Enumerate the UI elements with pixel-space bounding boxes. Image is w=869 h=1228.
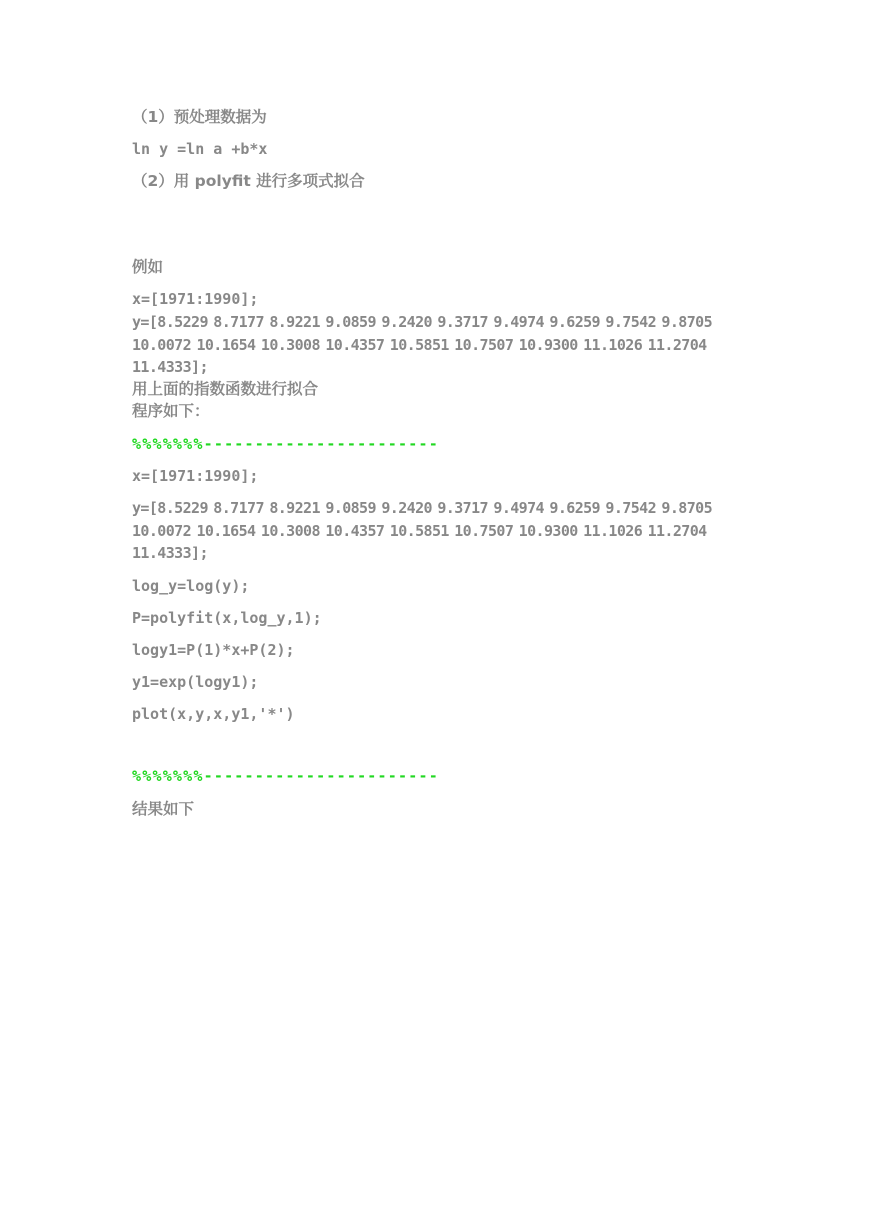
code-exp-line: y1=exp(logy1); xyxy=(132,673,259,691)
example-heading: 例如 xyxy=(132,258,164,276)
code-separator-bottom: %%%%%%%----------------------- xyxy=(132,767,439,785)
step1-heading: （1）预处理数据为 xyxy=(132,108,267,126)
example-x-line: x=[1971:1990]; xyxy=(132,290,259,308)
step2-heading: （2）用 polyfit 进行多项式拟合 xyxy=(132,172,365,190)
code-y-block: y=[8.5229 8.7177 8.9221 9.0859 9.2420 9.3717 9.4974 9.6259 9.7542 9.8705 10.0072 10.1654 10.3008 10.4357 10.5851 10.7507 10.9300 11.1026 11.2704 11.4333]; xyxy=(132,499,713,562)
code-polyfit-line: P=polyfit(x,log_y,1); xyxy=(132,609,322,627)
result-text: 结果如下 xyxy=(132,800,195,818)
fit-text: 用上面的指数函数进行拟合 xyxy=(132,380,319,398)
code-separator-top: %%%%%%%----------------------- xyxy=(132,435,439,453)
code-log-line: log_y=log(y); xyxy=(132,577,250,595)
code-x-line: x=[1971:1990]; xyxy=(132,467,259,485)
program-text: 程序如下： xyxy=(132,402,210,420)
example-y-block: y=[8.5229 8.7177 8.9221 9.0859 9.2420 9.3717 9.4974 9.6259 9.7542 9.8705 10.0072 10.1654 10.3008 10.4357 10.5851 10.7507 10.9300 11.1026 11.2704 11.4333]; xyxy=(132,313,713,376)
code-plot-line: plot(x,y,x,y1,'*') xyxy=(132,705,295,723)
formula-line: ln y =ln a +b*x xyxy=(132,140,268,158)
code-logy1-line: logy1=P(1)*x+P(2); xyxy=(132,641,295,659)
